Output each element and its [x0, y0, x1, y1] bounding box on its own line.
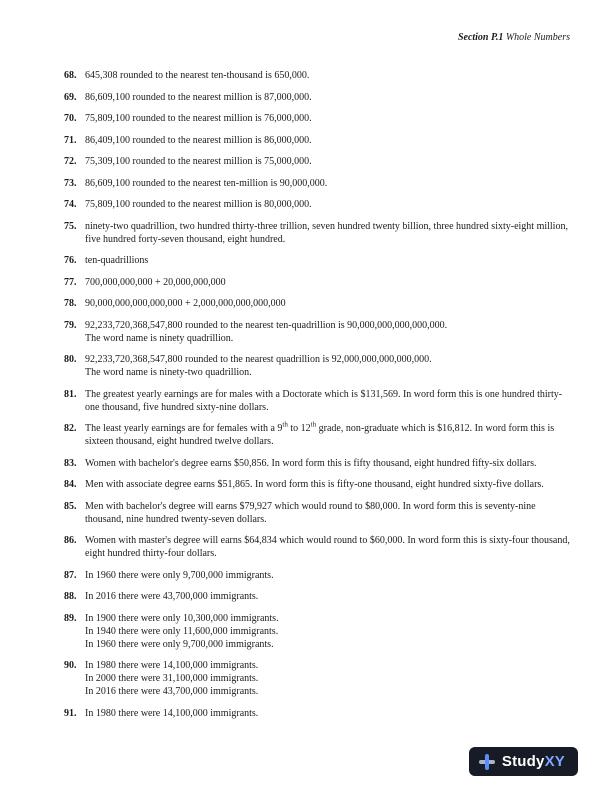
item-number: 70. [64, 113, 77, 124]
item-text [85, 569, 572, 582]
item-number: 82. [64, 423, 77, 434]
list-item [64, 198, 572, 211]
item-line: In 1900 there were only 10,300,000 immigrants. [85, 612, 279, 624]
item-number: 75. [64, 220, 77, 232]
page-header [64, 32, 572, 43]
brand-suffix: XY [544, 753, 565, 770]
item-number: 76. [64, 255, 77, 266]
list-item [64, 91, 572, 104]
list-item [64, 254, 572, 267]
item-text [85, 478, 572, 491]
item-text [85, 177, 572, 190]
item-line: 75,809,100 rounded to the nearest million is 76,000,000. [85, 113, 312, 124]
list-item [64, 220, 572, 246]
item-number: 80. [64, 354, 77, 365]
item-text [85, 198, 572, 211]
list-item [64, 319, 572, 345]
item-text [85, 220, 572, 246]
list-item [64, 612, 572, 651]
list-item [64, 69, 572, 82]
item-number: 68. [64, 70, 77, 81]
item-number: 71. [64, 134, 77, 146]
item-line: In 1960 there were only 9,700,000 immigrants. [85, 569, 274, 581]
item-line: 700,000,000,000 + 20,000,000,000 [85, 276, 226, 288]
item-line: The least yearly earnings are for females with a 9th to 12th grade, non-graduate which is $16,812. In word form this is sixteen thousand, eight hundred twelve dollars. [85, 420, 555, 447]
item-text [85, 707, 572, 720]
item-number: 74. [64, 199, 77, 210]
item-line: 92,233,720,368,547,800 rounded to the nearest quadrillion is 92,000,000,000,000,000. [85, 354, 432, 365]
item-text [85, 254, 572, 267]
item-number: 85. [64, 500, 77, 512]
brand-text [502, 753, 565, 770]
list-item [64, 457, 572, 470]
exercise-list [64, 69, 572, 720]
item-text [85, 590, 572, 603]
item-number: 77. [64, 276, 77, 288]
item-line: Women with master's degree will earns $64,834 which would round to $60,000. In word form this is sixty-four thousand, eight hundred thirty-four dollars. [85, 535, 570, 559]
item-line: In 1960 there were only 9,700,000 immigrants. [85, 638, 274, 650]
section-label: Section P.1 [457, 32, 504, 43]
item-number: 79. [64, 319, 77, 331]
list-item [64, 353, 572, 379]
list-item [64, 659, 572, 698]
item-text [85, 112, 572, 125]
item-text [85, 457, 572, 470]
item-number: 83. [64, 457, 77, 469]
list-item [64, 177, 572, 190]
item-text [85, 353, 572, 379]
item-number: 90. [64, 660, 77, 671]
item-line: The greatest yearly earnings are for males with a Doctorate which is $131,569. In word form this is one hundred thirty-one thousand, five hundred sixty-nine dollars. [85, 388, 563, 413]
item-line: 86,609,100 rounded to the nearest ten-million is 90,000,000. [85, 177, 328, 189]
list-item [64, 422, 572, 448]
item-line: 86,409,100 rounded to the nearest million is 86,000,000. [85, 134, 312, 146]
item-number: 87. [64, 569, 77, 581]
item-text [85, 134, 572, 147]
list-item [64, 297, 572, 310]
list-item [64, 478, 572, 491]
item-number: 88. [64, 591, 77, 602]
item-line: 92,233,720,368,547,800 rounded to the nearest ten-quadrillion is 90,000,000,000,000,000. [85, 319, 448, 331]
item-number: 89. [64, 612, 77, 624]
item-line: Men with bachelor's degree will earns $79,927 which would round to $80,000. In word form this is seventy-nine thousand, nine hundred twenty-seven dollars. [85, 500, 536, 525]
item-line: ninety-two quadrillion, two hundred thirty-three trillion, seven hundred twenty billion, three hundred sixty-eight million, five hundred forty-seven thousand, eight hundred. [85, 220, 568, 245]
list-item [64, 590, 572, 603]
item-number: 73. [64, 177, 77, 189]
item-line: In 1980 there were 14,100,000 immigrants. [85, 707, 259, 719]
item-line: Men with associate degree earns $51,865. In word form this is fifty-one thousand, eight hundred sixty-five dollars. [85, 479, 544, 490]
list-item [64, 134, 572, 147]
item-number: 72. [64, 156, 77, 167]
item-number: 81. [64, 388, 77, 400]
list-item [64, 388, 572, 414]
item-text [85, 276, 572, 289]
item-text [85, 659, 572, 698]
plus-icon [479, 754, 495, 770]
list-item [64, 112, 572, 125]
item-number: 78. [64, 298, 77, 309]
item-text [85, 319, 572, 345]
item-line: The word name is ninety quadrillion. [85, 332, 234, 344]
item-line: 75,309,100 rounded to the nearest million is 75,000,000. [85, 156, 312, 167]
item-text [85, 612, 572, 651]
item-number: 86. [64, 535, 77, 546]
item-line: In 1940 there were only 11,600,000 immigrants. [85, 625, 279, 637]
item-number: 91. [64, 707, 77, 719]
list-item [64, 569, 572, 582]
item-line: 75,809,100 rounded to the nearest million is 80,000,000. [85, 199, 312, 210]
item-text [85, 69, 572, 82]
item-line: 86,609,100 rounded to the nearest million is 87,000,000. [85, 91, 312, 103]
list-item [64, 500, 572, 526]
item-text [85, 500, 572, 526]
item-text [85, 155, 572, 168]
section-title: Whole Numbers [505, 32, 570, 43]
item-text [85, 388, 572, 414]
item-number: 84. [64, 479, 77, 490]
list-item [64, 155, 572, 168]
item-line: In 2016 there were 43,700,000 immigrants. [85, 591, 259, 602]
item-line: In 2000 there were 31,100,000 immigrants. [85, 673, 259, 684]
list-item [64, 707, 572, 720]
item-line: 90,000,000,000,000,000 + 2,000,000,000,000,000 [85, 298, 286, 309]
item-text [85, 534, 572, 560]
item-line: 645,308 rounded to the nearest ten-thousand is 650,000. [85, 70, 310, 81]
item-line: In 2016 there were 43,700,000 immigrants. [85, 686, 259, 697]
item-text [85, 91, 572, 104]
item-line: In 1980 there were 14,100,000 immigrants. [85, 660, 259, 671]
item-line: ten-quadrillions [85, 255, 149, 266]
item-text [85, 297, 572, 310]
list-item [64, 534, 572, 560]
studyxy-logo [469, 747, 578, 776]
item-text [85, 422, 572, 448]
item-line: The word name is ninety-two quadrillion. [85, 367, 252, 378]
item-line: Women with bachelor's degree earns $50,856. In word form this is fifty thousand, eight hundred fifty-six dollars. [85, 457, 537, 469]
list-item [64, 276, 572, 289]
item-number: 69. [64, 91, 77, 103]
brand-prefix: Study [501, 753, 545, 770]
